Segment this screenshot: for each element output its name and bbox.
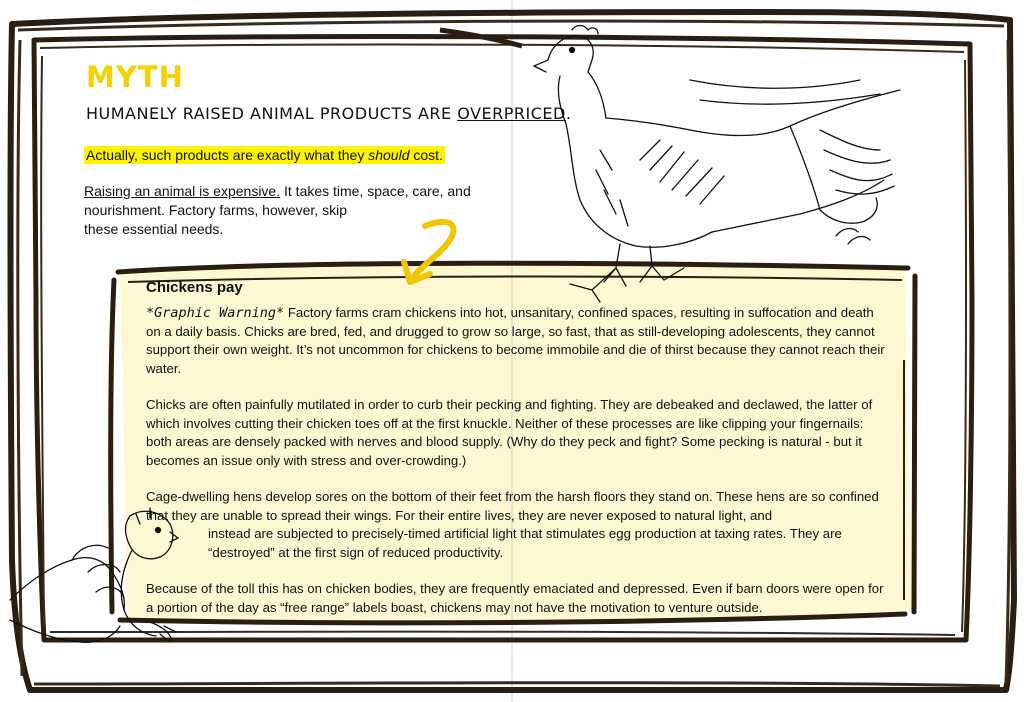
rebuttal-emphasis: should [368, 147, 410, 163]
paragraph-4: Because of the toll this has on chicken bodies, they are frequently emaciated and depressed. Even if barn doors were open for a portion of the day as “free range” labels boast, chickens may not have the motivation to venture outside. [146, 581, 884, 615]
myth-claim-emphasis: OVERPRICED [457, 104, 566, 123]
paragraph-3-text-a: Cage-dwelling hens develop sores on the bottom of their feet from the harsh floors they stand on. These hens are so confined that they are unable to spread their wings. For their entire lives, they are never exposed to natural light, and [146, 489, 879, 523]
intro-line2: nourishment. Factory farms, however, skip [84, 202, 347, 218]
rebuttal-suffix: cost. [409, 147, 443, 163]
rooster-illustration [534, 26, 900, 303]
highlighted-rebuttal [84, 146, 445, 164]
myth-claim-suffix: . [565, 104, 572, 123]
myth-claim-prefix: HUMANELY RAISED ANIMAL PRODUCTS ARE [86, 104, 458, 123]
paragraph-2: Chicks are often painfully mutilated in order to curb their pecking and fighting. They are debeaked and declawed, the latter of which involves cutting their chicken toes off at the first knuckle. Neither of these processes are like clipping your fingernails: both areas are densely packed with nerves and blood supply. (Why do they peck and fight? Some pecking is natural - but it becomes an issue only with stress and over-crowding.) [146, 397, 873, 468]
paragraph-3 [146, 488, 886, 562]
graphic-warning: *Graphic Warning* [146, 305, 285, 321]
section-title: Chickens pay [146, 279, 243, 296]
section-body [146, 304, 886, 635]
myth-heading: MYTH [86, 60, 184, 94]
rebuttal-prefix: Actually, such products are exactly what they [86, 147, 369, 163]
intro-underlined: Raising an animal is expensive. [84, 183, 281, 199]
myth-claim [86, 104, 571, 123]
paragraph-1-text: Factory farms cram chickens into hot, unsanitary, confined spaces, resulting in suffocation and death on a daily basis. Chicks are bred, fed, and drugged to grow so large, so fast, that as still-developing adolescents, they cannot support their own weight. It’s not uncommon for chickens to become immobile and die of thirst because they cannot reach their water. [146, 305, 885, 376]
paragraph-1 [146, 304, 886, 378]
intro-line3: these essential needs. [84, 221, 224, 237]
intro-line1-rest: It takes time, space, care, and [280, 183, 471, 199]
intro-paragraph [84, 182, 504, 239]
paragraph-3-text-b: instead are subjected to precisely-timed artificial light that stimulates egg production at taxing rates. They are “destroyed” at the first sign of reduced productivity. [208, 526, 842, 560]
